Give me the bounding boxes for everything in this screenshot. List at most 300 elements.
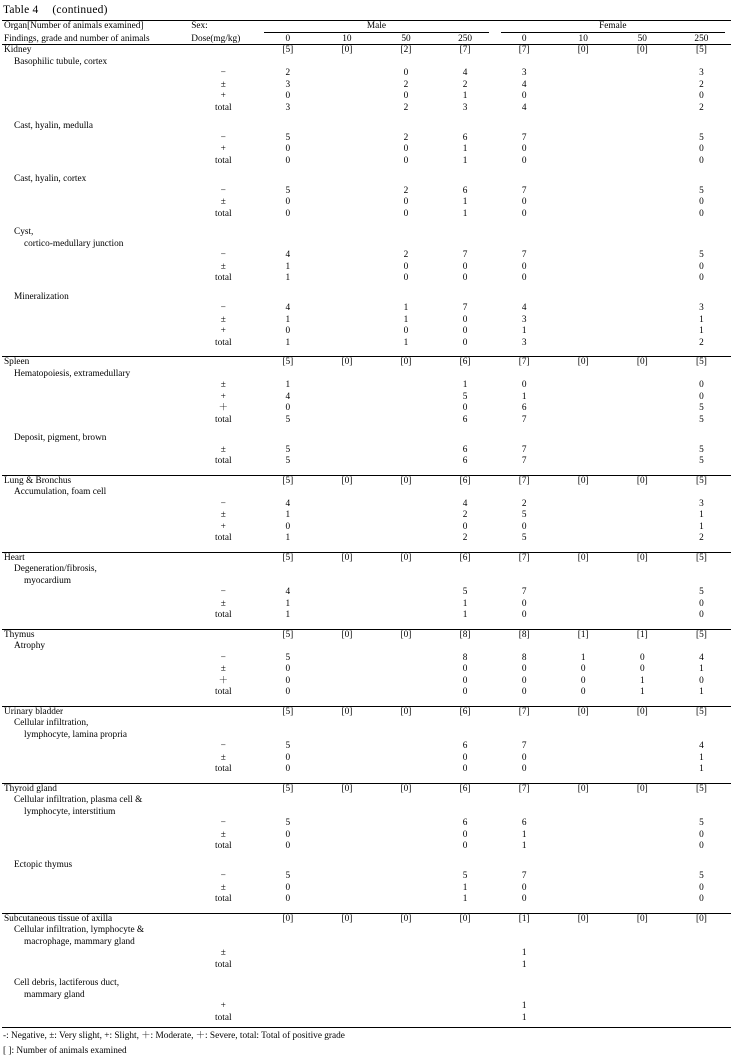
finding-grade-blank — [188, 990, 258, 1002]
value-cell-6 — [613, 948, 672, 960]
value-cell-6 — [613, 415, 672, 427]
value-cell-0: 1 — [258, 380, 317, 392]
grade-label: + — [188, 522, 258, 534]
value-cell-5 — [554, 960, 613, 972]
section-count-2: [0] — [376, 357, 435, 369]
finding-name: Cellular infiltration, — [2, 718, 188, 730]
grade-label: total — [188, 273, 258, 285]
grade-row — [2, 415, 731, 427]
value-cell-4: 1 — [495, 841, 554, 853]
value-cell-7: 0 — [672, 830, 731, 842]
finding-name-row — [2, 433, 731, 445]
value-cell-5 — [554, 510, 613, 522]
value-cell-7: 0 — [672, 599, 731, 611]
finding-name-row — [2, 227, 731, 239]
value-cell-1 — [317, 456, 376, 468]
grade-row — [2, 262, 731, 274]
section-gap — [2, 906, 731, 914]
section-count-0: [5] — [258, 783, 317, 795]
grade-row-spacer — [2, 883, 188, 895]
value-cell-2: 0 — [376, 273, 435, 285]
value-cell-4: 1 — [495, 830, 554, 842]
finding-grade-blank — [188, 239, 258, 251]
value-cell-3 — [436, 960, 495, 972]
value-cell-7: 5 — [672, 415, 731, 427]
value-cell-6 — [613, 303, 672, 315]
value-cell-0: 1 — [258, 262, 317, 274]
value-cell-2 — [376, 764, 435, 776]
finding-grade-blank — [188, 174, 258, 186]
value-cell-2 — [376, 456, 435, 468]
grade-row — [2, 841, 731, 853]
value-cell-7: 5 — [672, 818, 731, 830]
grade-row — [2, 315, 731, 327]
section-count-4: [8] — [495, 629, 554, 641]
section-count-7: [5] — [672, 706, 731, 718]
grade-row — [2, 764, 731, 776]
grade-row — [2, 103, 731, 115]
value-cell-2 — [376, 522, 435, 534]
grade-label: ± — [188, 445, 258, 457]
header-dose-4: 0 — [495, 34, 554, 45]
value-cell-6 — [613, 533, 672, 545]
value-cell-1 — [317, 326, 376, 338]
value-cell-5: 0 — [554, 676, 613, 688]
value-cell-6 — [613, 156, 672, 168]
value-cell-4: 5 — [495, 533, 554, 545]
finding-grade-blank — [188, 730, 258, 742]
section-count-3: [6] — [436, 357, 495, 369]
grade-row-spacer — [2, 510, 188, 522]
value-cell-5: 0 — [554, 664, 613, 676]
value-cell-1 — [317, 197, 376, 209]
value-cell-4: 7 — [495, 871, 554, 883]
value-cell-3: 5 — [436, 587, 495, 599]
finding-name: lymphocyte, interstitium — [2, 807, 188, 819]
value-cell-1 — [317, 186, 376, 198]
value-cell-1 — [317, 664, 376, 676]
grade-label: + — [188, 1001, 258, 1013]
grade-label: ± — [188, 380, 258, 392]
value-cell-1 — [317, 1001, 376, 1013]
grade-label: total — [188, 841, 258, 853]
grade-row-spacer — [2, 753, 188, 765]
value-cell-1 — [317, 533, 376, 545]
grade-row-spacer — [2, 841, 188, 853]
value-cell-4: 6 — [495, 403, 554, 415]
value-cell-2 — [376, 499, 435, 511]
finding-name: Hematopoiesis, extramedullary — [2, 369, 188, 381]
value-cell-3: 7 — [436, 303, 495, 315]
grade-label: total — [188, 533, 258, 545]
grade-row-spacer — [2, 415, 188, 427]
value-cell-5 — [554, 1013, 613, 1025]
value-cell-2: 2 — [376, 133, 435, 145]
organ-name: Thymus — [2, 629, 188, 641]
value-cell-5 — [554, 315, 613, 327]
value-cell-0: 5 — [258, 871, 317, 883]
section-count-2: [0] — [376, 783, 435, 795]
finding-name: Accumulation, foam cell — [2, 487, 188, 499]
section-count-0: [5] — [258, 45, 317, 57]
value-cell-5 — [554, 380, 613, 392]
value-cell-0 — [258, 1001, 317, 1013]
section-count-7: [5] — [672, 45, 731, 57]
value-cell-0: 0 — [258, 403, 317, 415]
section-count-4: [7] — [495, 357, 554, 369]
value-cell-6 — [613, 380, 672, 392]
value-cell-2: 0 — [376, 197, 435, 209]
grade-row-spacer — [2, 871, 188, 883]
grade-label: + — [188, 326, 258, 338]
finding-gap — [2, 285, 731, 292]
table-caption-label: Table 4 — [3, 4, 38, 16]
value-cell-4: 0 — [495, 522, 554, 534]
finding-name: Cell debris, lactiferous duct, — [2, 978, 188, 990]
value-cell-4: 4 — [495, 80, 554, 92]
value-cell-5 — [554, 415, 613, 427]
value-cell-6 — [613, 610, 672, 622]
grade-label: ± — [188, 315, 258, 327]
grade-row-spacer — [2, 380, 188, 392]
section-count-7: [0] — [672, 913, 731, 925]
value-cell-2: 2 — [376, 186, 435, 198]
value-cell-2 — [376, 415, 435, 427]
finding-grade-blank — [188, 57, 258, 69]
section-count-2: [0] — [376, 475, 435, 487]
grade-label: ± — [188, 510, 258, 522]
grade-row — [2, 80, 731, 92]
section-count-5: [0] — [554, 475, 613, 487]
value-cell-4: 1 — [495, 948, 554, 960]
value-cell-7: 4 — [672, 653, 731, 665]
grade-label: − — [188, 499, 258, 511]
finding-name: Cast, hyalin, medulla — [2, 121, 188, 133]
value-cell-2: 0 — [376, 326, 435, 338]
value-cell-5 — [554, 392, 613, 404]
value-cell-4: 3 — [495, 68, 554, 80]
section-count-5: [0] — [554, 552, 613, 564]
value-cell-5 — [554, 871, 613, 883]
value-cell-1 — [317, 392, 376, 404]
grade-row — [2, 587, 731, 599]
value-cell-5 — [554, 499, 613, 511]
value-cell-3: 0 — [436, 841, 495, 853]
value-cell-3: 1 — [436, 156, 495, 168]
value-cell-1 — [317, 303, 376, 315]
table-caption — [0, 0, 733, 20]
grade-label: total — [188, 960, 258, 972]
value-cell-1 — [317, 250, 376, 262]
value-cell-5: 0 — [554, 687, 613, 699]
value-cell-5 — [554, 133, 613, 145]
value-cell-5 — [554, 894, 613, 906]
value-cell-3: 0 — [436, 830, 495, 842]
value-cell-2 — [376, 392, 435, 404]
grade-row — [2, 144, 731, 156]
finding-grade-blank — [188, 978, 258, 990]
value-cell-0: 5 — [258, 741, 317, 753]
grade-label: ± — [188, 948, 258, 960]
value-cell-7: 3 — [672, 68, 731, 80]
finding-name: cortico-medullary junction — [2, 239, 188, 251]
value-cell-3: 0 — [436, 753, 495, 765]
grade-label: total — [188, 1013, 258, 1025]
value-cell-2 — [376, 599, 435, 611]
value-cell-3: 6 — [436, 415, 495, 427]
value-cell-4: 0 — [495, 610, 554, 622]
grade-row-spacer — [2, 326, 188, 338]
value-cell-5 — [554, 209, 613, 221]
value-cell-1 — [317, 338, 376, 350]
value-cell-6 — [613, 144, 672, 156]
grade-row — [2, 186, 731, 198]
grade-row-spacer — [2, 610, 188, 622]
section-count-6: [0] — [613, 357, 672, 369]
value-cell-1 — [317, 676, 376, 688]
value-cell-6 — [613, 68, 672, 80]
value-cell-0: 0 — [258, 664, 317, 676]
grade-label: + — [188, 91, 258, 103]
section-count-3: [8] — [436, 629, 495, 641]
value-cell-3: 0 — [436, 764, 495, 776]
organ-grade-blank — [188, 783, 258, 795]
section-count-3: [6] — [436, 706, 495, 718]
grade-label: total — [188, 894, 258, 906]
grade-label: − — [188, 653, 258, 665]
organ-name: Urinary bladder — [2, 706, 188, 718]
value-cell-2 — [376, 894, 435, 906]
value-cell-3: 6 — [436, 741, 495, 753]
value-cell-5 — [554, 587, 613, 599]
value-cell-6 — [613, 818, 672, 830]
section-count-0: [5] — [258, 706, 317, 718]
value-cell-3: 1 — [436, 610, 495, 622]
value-cell-5 — [554, 144, 613, 156]
organ-grade-blank — [188, 629, 258, 641]
value-cell-4: 7 — [495, 445, 554, 457]
grade-row — [2, 326, 731, 338]
section-count-2: [0] — [376, 552, 435, 564]
value-cell-0: 3 — [258, 103, 317, 115]
value-cell-0: 0 — [258, 676, 317, 688]
grade-label: − — [188, 303, 258, 315]
finding-name: Cellular infiltration, plasma cell & — [2, 795, 188, 807]
value-cell-7 — [672, 1001, 731, 1013]
finding-name-row — [2, 807, 731, 819]
value-cell-0: 4 — [258, 250, 317, 262]
value-cell-5 — [554, 610, 613, 622]
value-cell-7: 0 — [672, 610, 731, 622]
header-dose-7: 250 — [672, 34, 731, 45]
value-cell-7: 2 — [672, 80, 731, 92]
finding-name-row — [2, 239, 731, 251]
section-count-4: [7] — [495, 783, 554, 795]
value-cell-3: 2 — [436, 80, 495, 92]
organ-grade-blank — [188, 552, 258, 564]
value-cell-0: 5 — [258, 133, 317, 145]
value-cell-5 — [554, 948, 613, 960]
value-cell-0: 0 — [258, 764, 317, 776]
value-cell-4: 1 — [495, 392, 554, 404]
value-cell-0: 4 — [258, 499, 317, 511]
value-cell-4: 7 — [495, 415, 554, 427]
value-cell-1 — [317, 445, 376, 457]
organ-grade-blank — [188, 706, 258, 718]
grade-label: − — [188, 68, 258, 80]
section-count-1: [0] — [317, 913, 376, 925]
value-cell-6 — [613, 209, 672, 221]
grade-row — [2, 392, 731, 404]
value-cell-2: 1 — [376, 338, 435, 350]
value-cell-1 — [317, 687, 376, 699]
header-male: Male — [258, 21, 494, 35]
value-cell-3: 1 — [436, 883, 495, 895]
grade-row — [2, 522, 731, 534]
section-count-0: [5] — [258, 552, 317, 564]
finding-name-row — [2, 718, 731, 730]
grade-label: total — [188, 764, 258, 776]
value-cell-2 — [376, 1013, 435, 1025]
grade-row-spacer — [2, 664, 188, 676]
value-cell-7: 5 — [672, 456, 731, 468]
header-organ-label: Organ[Number of animals examined] — [2, 21, 188, 35]
value-cell-3: 0 — [436, 338, 495, 350]
grade-row-spacer — [2, 960, 188, 972]
grade-row-spacer — [2, 456, 188, 468]
value-cell-4: 0 — [495, 664, 554, 676]
section-count-5: [1] — [554, 629, 613, 641]
section-count-1: [0] — [317, 357, 376, 369]
value-cell-7: 0 — [672, 144, 731, 156]
value-cell-1 — [317, 753, 376, 765]
finding-name: Cellular infiltration, lymphocyte & — [2, 925, 188, 937]
value-cell-2: 0 — [376, 91, 435, 103]
value-cell-1 — [317, 80, 376, 92]
grade-row-spacer — [2, 764, 188, 776]
value-cell-0: 1 — [258, 273, 317, 285]
value-cell-7: 5 — [672, 250, 731, 262]
value-cell-0: 0 — [258, 687, 317, 699]
value-cell-3: 4 — [436, 499, 495, 511]
organ-name: Spleen — [2, 357, 188, 369]
grade-row — [2, 273, 731, 285]
value-cell-4: 5 — [495, 510, 554, 522]
value-cell-0: 0 — [258, 156, 317, 168]
value-cell-0: 4 — [258, 587, 317, 599]
grade-label: ± — [188, 599, 258, 611]
grade-row — [2, 894, 731, 906]
grade-row-spacer — [2, 1001, 188, 1013]
section-count-7: [5] — [672, 357, 731, 369]
value-cell-4: 0 — [495, 676, 554, 688]
value-cell-0: 0 — [258, 894, 317, 906]
value-cell-1 — [317, 883, 376, 895]
value-cell-3: 1 — [436, 144, 495, 156]
section-count-1: [0] — [317, 706, 376, 718]
value-cell-7: 0 — [672, 262, 731, 274]
value-cell-1 — [317, 156, 376, 168]
grade-label: + — [188, 392, 258, 404]
section-count-6: [0] — [613, 552, 672, 564]
table-caption-continued: (continued) — [38, 4, 107, 16]
grade-label: ＋ — [188, 403, 258, 415]
value-cell-4: 0 — [495, 156, 554, 168]
grade-row-spacer — [2, 156, 188, 168]
value-cell-3: 6 — [436, 456, 495, 468]
grade-row — [2, 818, 731, 830]
value-cell-5: 1 — [554, 653, 613, 665]
grade-row — [2, 883, 731, 895]
grade-row — [2, 250, 731, 262]
value-cell-0: 4 — [258, 392, 317, 404]
value-cell-4: 4 — [495, 303, 554, 315]
grade-label: ＋ — [188, 676, 258, 688]
value-cell-6 — [613, 262, 672, 274]
organ-grade-blank — [188, 45, 258, 57]
grade-row-spacer — [2, 186, 188, 198]
value-cell-7: 2 — [672, 103, 731, 115]
value-cell-0 — [258, 960, 317, 972]
grade-label: total — [188, 456, 258, 468]
value-cell-0: 0 — [258, 144, 317, 156]
grade-row — [2, 676, 731, 688]
grade-row — [2, 499, 731, 511]
value-cell-3: 0 — [436, 403, 495, 415]
value-cell-1 — [317, 830, 376, 842]
value-cell-2 — [376, 445, 435, 457]
value-cell-2 — [376, 960, 435, 972]
value-cell-5 — [554, 753, 613, 765]
value-cell-5 — [554, 326, 613, 338]
value-cell-2 — [376, 533, 435, 545]
value-cell-1 — [317, 741, 376, 753]
value-cell-3: 0 — [436, 273, 495, 285]
value-cell-0: 5 — [258, 445, 317, 457]
value-cell-1 — [317, 510, 376, 522]
value-cell-4: 0 — [495, 764, 554, 776]
finding-gap — [2, 971, 731, 978]
finding-gap — [2, 853, 731, 860]
value-cell-7: 0 — [672, 380, 731, 392]
grade-row-spacer — [2, 587, 188, 599]
value-cell-0: 0 — [258, 753, 317, 765]
grade-row-spacer — [2, 818, 188, 830]
value-cell-0: 0 — [258, 830, 317, 842]
finding-name-row — [2, 860, 731, 872]
value-cell-1 — [317, 894, 376, 906]
value-cell-5 — [554, 250, 613, 262]
finding-name: Atrophy — [2, 641, 188, 653]
value-cell-7: 0 — [672, 156, 731, 168]
value-cell-6 — [613, 1001, 672, 1013]
value-cell-4: 0 — [495, 144, 554, 156]
grade-row-spacer — [2, 499, 188, 511]
value-cell-5 — [554, 103, 613, 115]
grade-row — [2, 68, 731, 80]
finding-name-row — [2, 174, 731, 186]
finding-name-row — [2, 369, 731, 381]
organ-row — [2, 629, 731, 641]
grade-label: total — [188, 209, 258, 221]
header-row-organ — [2, 21, 731, 35]
findings-table — [2, 20, 731, 1028]
value-cell-4: 7 — [495, 250, 554, 262]
value-cell-0: 1 — [258, 315, 317, 327]
value-cell-5 — [554, 403, 613, 415]
value-cell-2 — [376, 741, 435, 753]
organ-grade-blank — [188, 357, 258, 369]
